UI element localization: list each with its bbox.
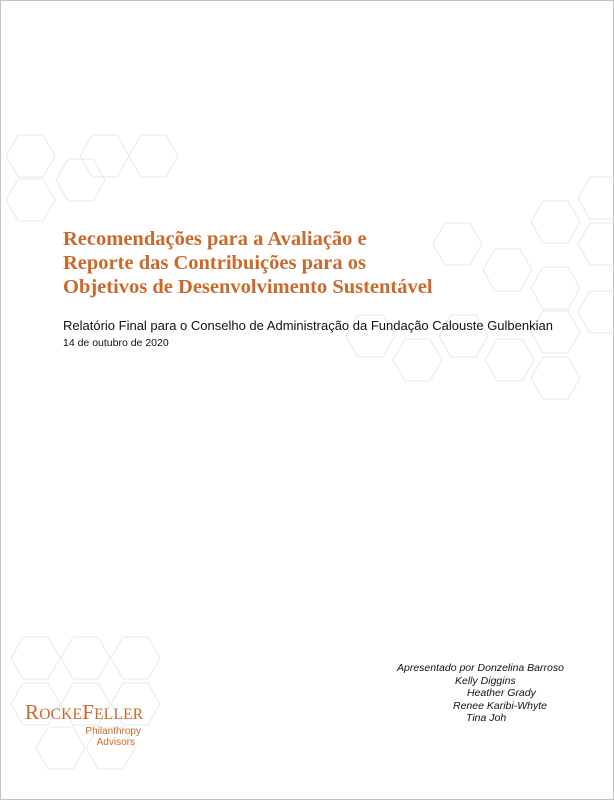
title-line: Recomendações para a Avaliação e [63,228,367,250]
hexagon [129,135,178,177]
hexagon [578,291,613,333]
hexagon [6,179,55,221]
hexagon [531,267,580,309]
report-title [63,227,533,299]
logo-line-advisors: Advisors [96,737,135,748]
hexagon [111,637,160,679]
rockefeller-philanthropy-advisors-logo [25,701,155,748]
report-subtitle: Relatório Final para o Conselho de Administração da Fundação Calouste Gulbenkian [63,318,553,333]
logo-line-philanthropy: Philanthropy [85,726,141,737]
hexagon [56,159,105,201]
presenter-name: Kelly Diggins [455,674,516,687]
presenter-name: Heather Grady [467,687,536,700]
presenter-name: Renee Karibi-Whyte [453,699,547,712]
report-date: 14 de outubro de 2020 [63,337,169,349]
hexagon [531,357,580,399]
hexagon [578,223,613,265]
hexagon [578,177,613,219]
hexagon [80,135,129,177]
presenters-block [397,662,597,725]
title-line: Objetivos de Desenvolvimento Sustentável [63,276,433,298]
hexagon [485,339,534,381]
hexagon [61,637,110,679]
hexagon [393,339,442,381]
title-line: Reporte das Contribuições para os [63,252,366,274]
hexagon [11,637,60,679]
hexagon [531,201,580,243]
logo-wordmark: ROCKEFELLER [25,700,144,724]
presenter-name: Tina Joh [466,712,507,725]
hexagon [6,135,55,177]
presenters-intro: Apresentado por Donzelina Barroso [397,662,564,674]
